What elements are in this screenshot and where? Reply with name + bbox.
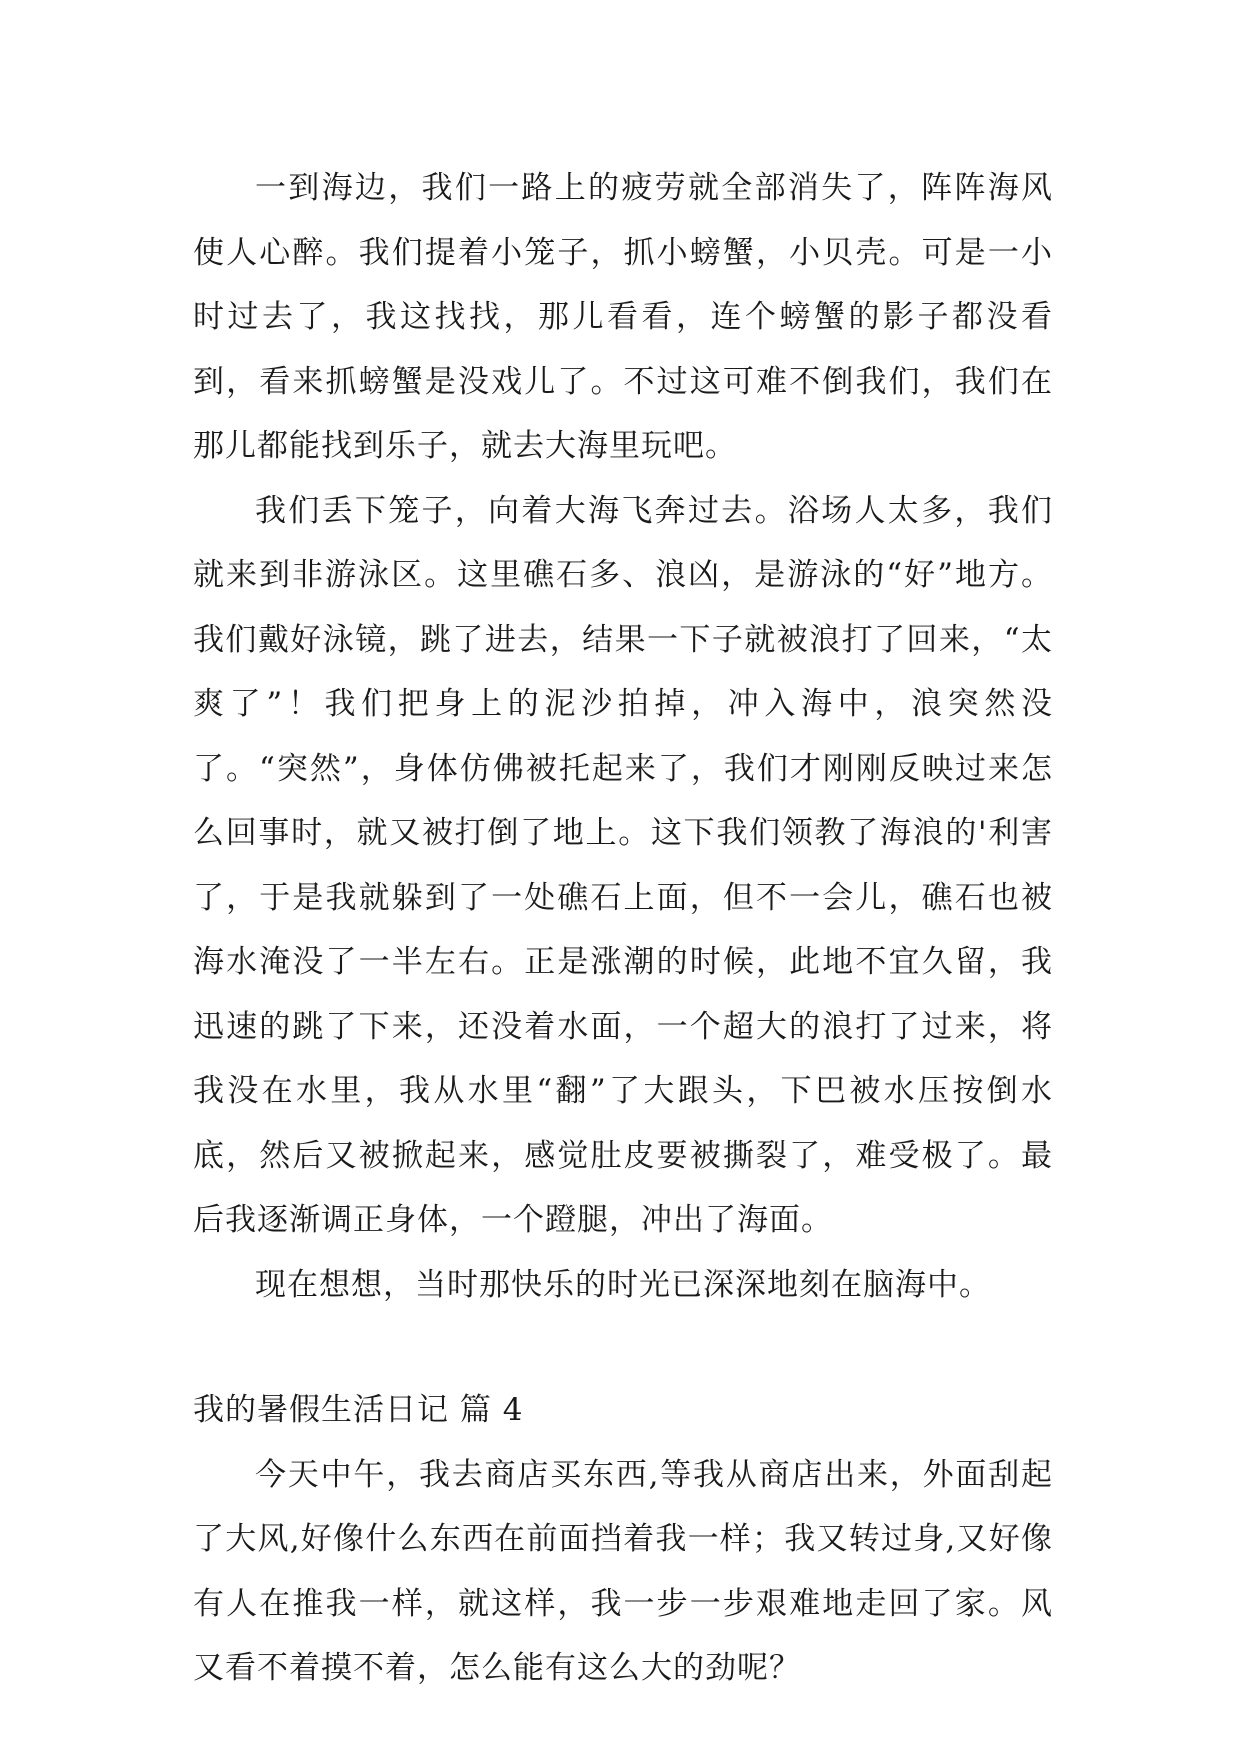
paragraph-wind: 今天中午，我去商店买东西,等我从商店出来，外面刮起了大风,好像什么东西在前面挡着我一样；我又转过身,又好像有人在推我一样，就这样，我一步一步艰难地走回了家。风又看不着摸不着，怎么能有这么大的劲呢？ [193,1456,1053,1686]
paragraph-swimming: 我们丢下笼子，向着大海飞奔过去。浴场人太多，我们就来到非游泳区。这里礁石多、浪凶，是游泳的“好”地方。我们戴好泳镜，跳了进去，结果一下子就被浪打了回来，“太爽了”！我们把身上的泥沙拍掉，冲入海中，浪突然没了。“突然”，身体仿佛被托起来了，我们才刚刚反映过来怎么回事时，就又被打倒了地上。这下我们领教了海浪的'利害了，于是我就躲到了一处礁石上面，但不一会儿，礁石也被海水淹没了一半左右。正是涨潮的时候，此地不宜久留，我迅速的跳了下来，还没着水面，一个超大的浪打了过来，将我没在水里，我从水里“翻”了大跟头，下巴被水压按倒水底，然后又被掀起来，感觉肚皮要被撕裂了，难受极了。最后我逐渐调正身体，一个蹬腿，冲出了海面。 [193,492,1053,1238]
section-heading: 我的暑假生活日记 篇 4 [193,1392,524,1428]
document-page [193,156,1053,1701]
paragraph-beach-arrival: 一到海边，我们一路上的疲劳就全部消失了，阵阵海风使人心醉。我们提着小笼子，抓小螃蟹，小贝壳。可是一小时过去了，我这找找，那儿看看，连个螃蟹的影子都没看到，看来抓螃蟹是没戏儿了。不过这可难不倒我们，我们在那儿都能找到乐子，就去大海里玩吧。 [193,170,1053,464]
paragraph-memory: 现在想想，当时那快乐的时光已深深地刻在脑海中。 [255,1266,991,1303]
